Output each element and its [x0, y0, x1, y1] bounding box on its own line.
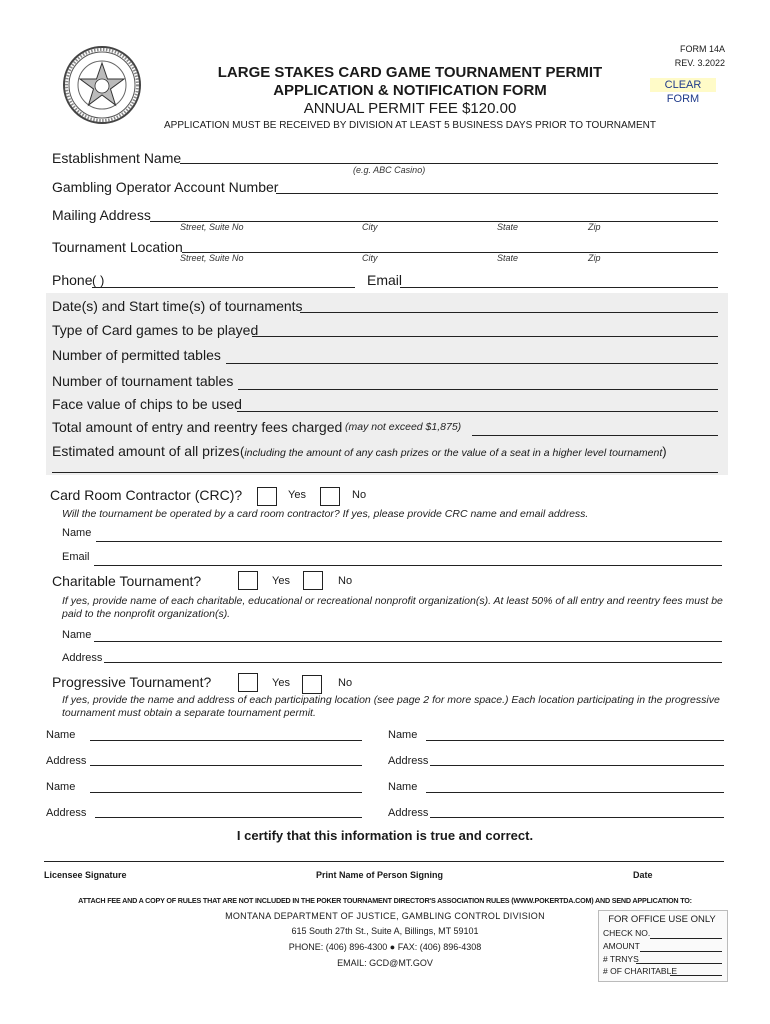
progressive-name-3-field[interactable]: [90, 792, 362, 793]
signature-label: Licensee Signature: [44, 870, 127, 880]
location-state-hint: State: [497, 253, 519, 263]
division-email: EMAIL: GCD@MT.GOV: [337, 958, 433, 968]
print-name-label: Print Name of Person Signing: [316, 870, 444, 880]
form-subtitle: APPLICATION & NOTIFICATION FORM: [273, 82, 547, 99]
crc-instruction: Will the tournament be operated by a card room contractor? If yes, please provide CRC name and email address.: [62, 508, 589, 520]
establishment-name-hint: (e.g. ABC Casino): [353, 165, 426, 175]
progressive-address-1-field[interactable]: [90, 765, 362, 766]
permit-fee: ANNUAL PERMIT FEE $120.00: [303, 100, 517, 117]
location-zip-hint: Zip: [588, 253, 601, 263]
submission-notice: APPLICATION MUST BE RECEIVED BY DIVISION AT LEAST 5 BUSINESS DAYS PRIOR TO TOURNAMENT: [164, 120, 656, 131]
establishment-name-label: Establishment Name: [52, 150, 182, 166]
charitable-question: Charitable Tournament?: [52, 573, 202, 589]
charitable-no-label: No: [338, 575, 353, 587]
office-amount-label: AMOUNT: [603, 941, 640, 951]
office-amount-field: [640, 951, 722, 952]
progressive-question: Progressive Tournament?: [52, 674, 212, 690]
email-label: Email: [367, 272, 403, 288]
date-label: Date: [633, 870, 653, 880]
form-number: FORM 14A: [679, 44, 725, 54]
office-trnys-field: [636, 963, 722, 964]
progressive-address-1-label: Address: [46, 755, 87, 767]
office-check-field: [650, 938, 722, 939]
dates-label: Date(s) and Start time(s) of tournaments: [52, 298, 303, 314]
crc-yes-checkbox[interactable]: [257, 487, 277, 506]
form-revision: REV. 3.2022: [674, 58, 725, 68]
progressive-instruction: If yes, provide the name and address of each participating location (see page 2 for more space.) Each location participating in the progressive tournament must obtain a separate tournament permit.: [62, 694, 720, 719]
tournament-tables-label: Number of tournament tables: [52, 373, 234, 389]
mailing-zip-hint: Zip: [588, 222, 601, 232]
establishment-name-field[interactable]: [180, 163, 718, 164]
mailing-state-hint: State: [497, 222, 519, 232]
chip-value-label: Face value of chips to be used: [52, 396, 242, 412]
crc-name-field[interactable]: [96, 541, 722, 542]
division-address: 615 South 27th St., Suite A, Billings, MT 59101: [291, 926, 479, 936]
location-street-hint: Street, Suite No: [180, 253, 244, 263]
progressive-yes-label: Yes: [272, 677, 290, 689]
account-number-label: Gambling Operator Account Number: [52, 179, 279, 195]
phone-area-code: ( ): [92, 273, 105, 288]
mailing-address-label: Mailing Address: [52, 207, 151, 223]
card-games-field[interactable]: [252, 336, 718, 337]
division-phone: PHONE: (406) 896-4300 ● FAX: (406) 896-4308: [288, 942, 482, 952]
office-check-label: CHECK NO.: [603, 928, 651, 938]
attach-instructions: ATTACH FEE AND A COPY OF RULES THAT ARE NOT INCLUDED IN THE POKER TOURNAMENT DIRECTOR'S ASSOCIATION RULES (WWW.POKERTDA.COM) AND SEND APPLICATION TO:: [78, 896, 692, 905]
progressive-name-3-label: Name: [46, 781, 76, 793]
fees-label: Total amount of entry and reentry fees charged: [52, 419, 343, 435]
charitable-address-field[interactable]: [104, 662, 722, 663]
account-number-field[interactable]: [276, 193, 718, 194]
tournament-location-label: Tournament Location: [52, 239, 183, 255]
progressive-name-2-label: Name: [388, 729, 418, 741]
permitted-tables-field[interactable]: [226, 363, 718, 364]
progressive-address-3-field[interactable]: [95, 817, 362, 818]
prizes-note: (including the amount of any cash prizes or the value of a seat in a higher level tournament): [240, 444, 667, 459]
mailing-street-hint: Street, Suite No: [180, 222, 244, 232]
tournament-tables-field[interactable]: [238, 389, 718, 390]
charitable-address-label: Address: [62, 652, 103, 664]
email-field[interactable]: [400, 287, 718, 288]
fees-field[interactable]: [472, 435, 718, 436]
crc-email-label: Email: [62, 551, 90, 563]
crc-no-label: No: [352, 489, 367, 501]
office-charitable-label: # OF CHARITABLE: [603, 966, 677, 976]
progressive-no-label: No: [338, 677, 353, 689]
tournament-location-field[interactable]: [182, 252, 718, 253]
prizes-field[interactable]: [52, 472, 718, 473]
clear-form-button[interactable]: CLEAR FORM: [650, 78, 716, 92]
dates-field[interactable]: [300, 312, 718, 313]
card-games-label: Type of Card games to be played: [52, 322, 259, 338]
crc-question: Card Room Contractor (CRC)?: [50, 487, 243, 503]
signature-line[interactable]: [44, 861, 724, 862]
crc-email-field[interactable]: [94, 565, 722, 566]
office-use-title: FOR OFFICE USE ONLY: [608, 914, 716, 925]
division-name: MONTANA DEPARTMENT OF JUSTICE, GAMBLING CONTROL DIVISION: [225, 911, 545, 921]
prizes-label: Estimated amount of all prizes: [52, 443, 240, 459]
progressive-name-2-field[interactable]: [426, 740, 724, 741]
progressive-address-2-field[interactable]: [430, 765, 724, 766]
progressive-name-4-label: Name: [388, 781, 418, 793]
state-seal-logo: [62, 44, 142, 126]
progressive-name-4-field[interactable]: [426, 792, 724, 793]
charitable-yes-checkbox[interactable]: [238, 571, 258, 590]
phone-label: Phone: [52, 272, 93, 288]
progressive-no-checkbox[interactable]: [302, 675, 322, 694]
progressive-yes-checkbox[interactable]: [238, 673, 258, 692]
location-city-hint: City: [362, 253, 378, 263]
chip-value-field[interactable]: [237, 411, 718, 412]
certify-statement: I certify that this information is true and correct.: [236, 828, 534, 843]
permitted-tables-label: Number of permitted tables: [52, 347, 221, 363]
office-trnys-label: # TRNYS: [603, 954, 639, 964]
charitable-no-checkbox[interactable]: [303, 571, 323, 590]
phone-field[interactable]: [92, 287, 355, 288]
charitable-name-field[interactable]: [94, 641, 722, 642]
form-title: LARGE STAKES CARD GAME TOURNAMENT PERMIT: [217, 64, 603, 81]
crc-name-label: Name: [62, 527, 92, 539]
progressive-name-1-label: Name: [46, 729, 76, 741]
progressive-address-3-label: Address: [46, 807, 87, 819]
progressive-name-1-field[interactable]: [90, 740, 362, 741]
office-charitable-field: [670, 975, 722, 976]
fees-note: (may not exceed $1,875): [345, 421, 462, 433]
progressive-address-4-label: Address: [388, 807, 429, 819]
progressive-address-2-label: Address: [388, 755, 429, 767]
mailing-city-hint: City: [362, 222, 378, 232]
progressive-address-4-field[interactable]: [430, 817, 724, 818]
crc-yes-label: Yes: [288, 489, 306, 501]
charitable-instruction: If yes, provide name of each charitable, educational or recreational nonprofit organization(s). At least 50% of all entry and reentry fees must be paid to the nonprofit organization(s).: [62, 595, 723, 620]
charitable-name-label: Name: [62, 629, 92, 641]
charitable-yes-label: Yes: [272, 575, 290, 587]
crc-no-checkbox[interactable]: [320, 487, 340, 506]
